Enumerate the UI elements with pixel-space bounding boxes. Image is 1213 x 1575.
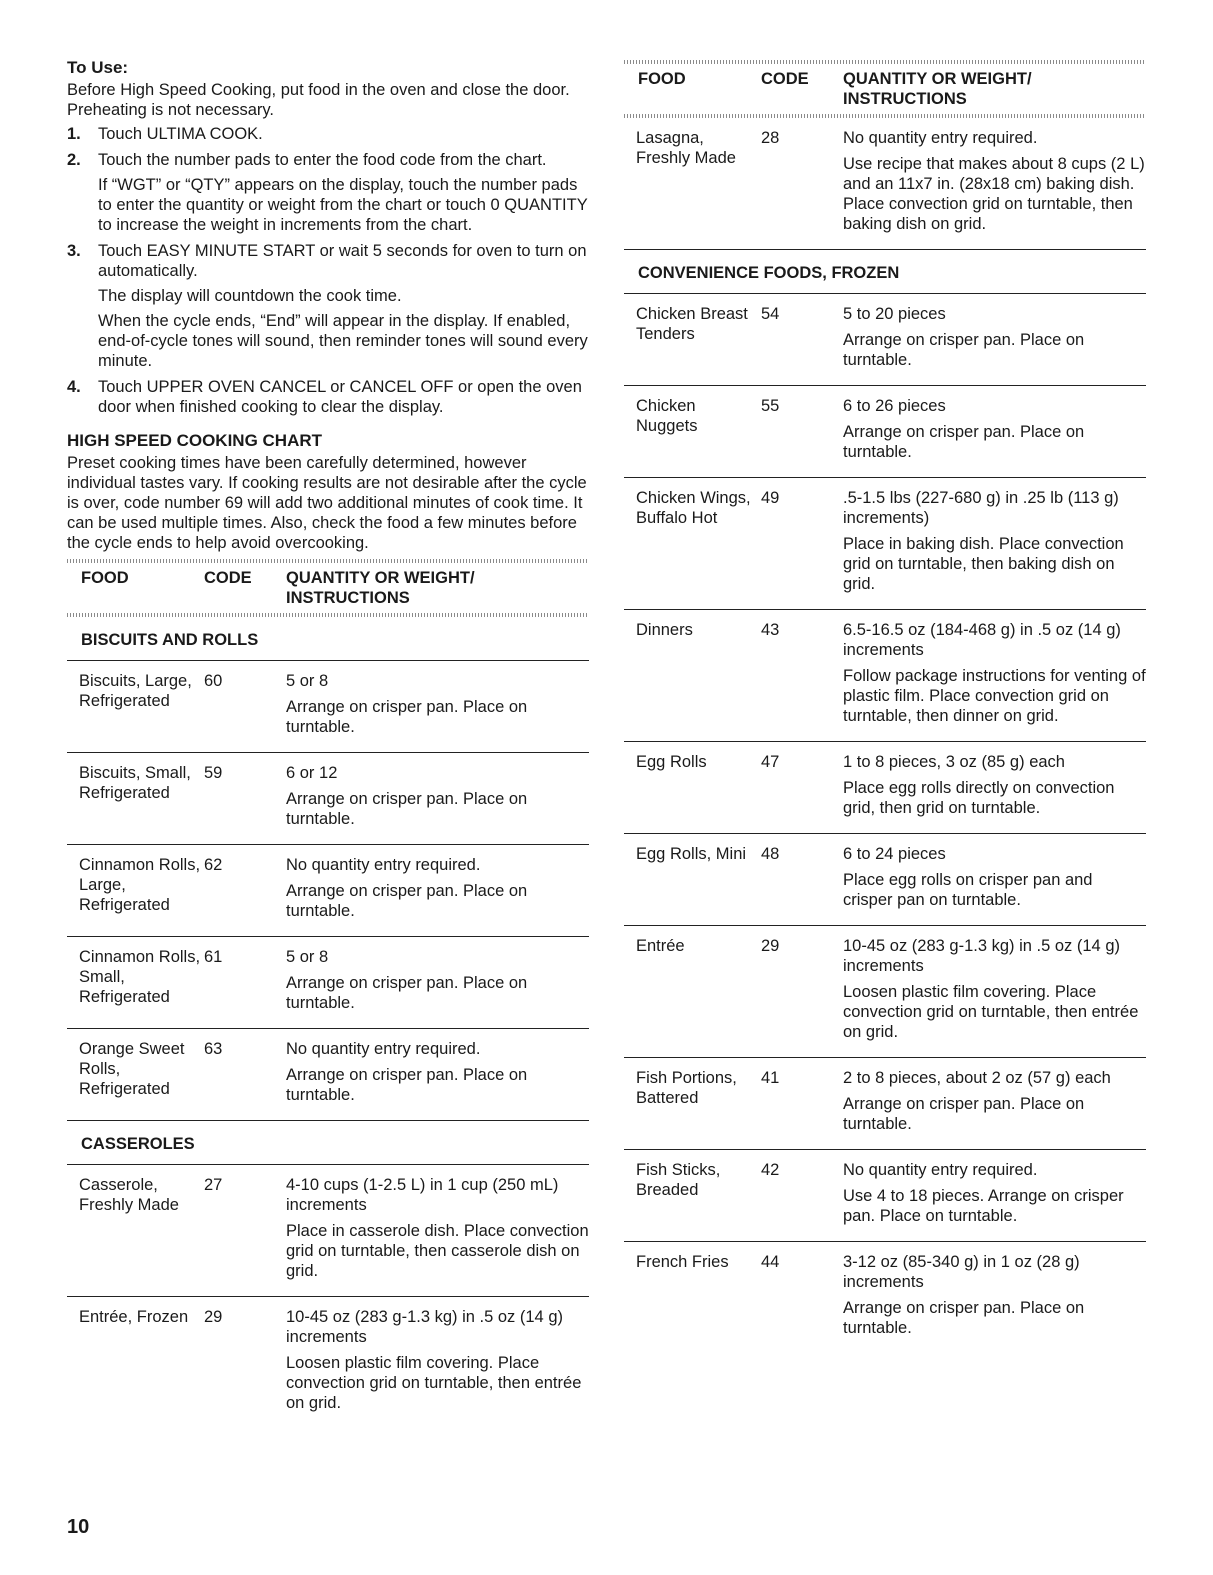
instructions-text: Place in baking dish. Place convection grid on turntable, then baking dish on grid. bbox=[843, 535, 1124, 593]
instructions-text: Follow package instructions for venting of plastic film. Place convection grid on turntable, then dinner on grid. bbox=[843, 667, 1146, 725]
table-row bbox=[67, 937, 589, 1029]
quantity-cell bbox=[843, 488, 1146, 594]
food-cell: Egg Rolls, Mini bbox=[636, 845, 747, 863]
code-cell: 55 bbox=[761, 397, 780, 415]
quantity-cell bbox=[843, 128, 1146, 234]
col-food-header: FOOD bbox=[81, 569, 129, 587]
right-column bbox=[624, 60, 1146, 1353]
table-row bbox=[624, 1150, 1146, 1242]
quantity-cell bbox=[286, 1039, 589, 1105]
col-code-header: CODE bbox=[204, 569, 252, 587]
table-row bbox=[624, 478, 1146, 610]
quantity-text: 6 to 26 pieces bbox=[843, 397, 946, 415]
food-cell: Chicken Nuggets bbox=[636, 397, 698, 435]
quantity-text: 5 to 20 pieces bbox=[843, 305, 946, 323]
step-subtext: When the cycle ends, “End” will appear in the display. If enabled, end-of-cycle tones will sound, then reminder tones will sound every minute. bbox=[98, 312, 588, 370]
right-table-body bbox=[624, 250, 1146, 1353]
chart-heading: HIGH SPEED COOKING CHART bbox=[67, 431, 323, 450]
code-cell: 47 bbox=[761, 753, 780, 771]
instructions-text: Use 4 to 18 pieces. Arrange on crisper pan. Place on turntable. bbox=[843, 1187, 1124, 1225]
quantity-text: 6 to 24 pieces bbox=[843, 845, 946, 863]
code-cell: 29 bbox=[204, 1308, 223, 1326]
quantity-text: 4-10 cups (1-2.5 L) in 1 cup (250 mL) increments bbox=[286, 1176, 559, 1214]
instructions-text: Place in casserole dish. Place convection grid on turntable, then casserole dish on grid. bbox=[286, 1222, 589, 1280]
instructions-text: Arrange on crisper pan. Place on turntable. bbox=[843, 1299, 1085, 1337]
right-top-rows bbox=[624, 118, 1146, 250]
step-text: Touch EASY MINUTE START or wait 5 seconds for oven to turn on automatically. bbox=[98, 242, 587, 280]
quantity-text: .5-1.5 lbs (227-680 g) in .25 lb (113 g) increments) bbox=[843, 489, 1119, 527]
quantity-cell bbox=[843, 304, 1146, 370]
code-cell: 48 bbox=[761, 845, 780, 863]
section-title: CASSEROLES bbox=[67, 1121, 589, 1165]
step-text: Touch the number pads to enter the food code from the chart. bbox=[98, 151, 547, 169]
quantity-text: No quantity entry required. bbox=[286, 1040, 481, 1058]
code-cell: 62 bbox=[204, 856, 223, 874]
quantity-text: 2 to 8 pieces, about 2 oz (57 g) each bbox=[843, 1069, 1111, 1087]
table-row bbox=[67, 753, 589, 845]
food-cell: Biscuits, Small, Refrigerated bbox=[79, 764, 191, 802]
col-qty-header-line2: INSTRUCTIONS bbox=[843, 90, 967, 108]
code-cell: 41 bbox=[761, 1069, 780, 1087]
table-row bbox=[67, 661, 589, 753]
instructions-text: Arrange on crisper pan. Place on turntable. bbox=[843, 331, 1085, 369]
quantity-text: No quantity entry required. bbox=[286, 856, 481, 874]
food-cell: Cinnamon Rolls, Large, Refrigerated bbox=[79, 856, 201, 914]
quantity-text: 3-12 oz (85-340 g) in 1 oz (28 g) increments bbox=[843, 1253, 1080, 1291]
instructions-text: Arrange on crisper pan. Place on turntable. bbox=[286, 698, 528, 736]
section-title: BISCUITS AND ROLLS bbox=[67, 617, 589, 661]
step-item bbox=[67, 241, 589, 371]
instructions-text: Use recipe that makes about 8 cups (2 L) and an 11x7 in. (28x18 cm) baking dish. Place convection grid on turntable, then baking dish on grid. bbox=[843, 155, 1145, 233]
food-cell: French Fries bbox=[636, 1253, 729, 1271]
col-qty-header bbox=[843, 69, 1146, 109]
quantity-cell bbox=[843, 936, 1146, 1042]
code-cell: 28 bbox=[761, 129, 780, 147]
section-title: CONVENIENCE FOODS, FROZEN bbox=[624, 250, 1146, 294]
code-cell: 27 bbox=[204, 1176, 223, 1194]
table-row bbox=[624, 294, 1146, 386]
quantity-cell bbox=[843, 844, 1146, 910]
table-row bbox=[624, 610, 1146, 742]
step-text: Touch UPPER OVEN CANCEL or CANCEL OFF or open the oven door when finished cooking to clear the display. bbox=[98, 378, 582, 416]
table-row bbox=[67, 1297, 589, 1428]
quantity-text: No quantity entry required. bbox=[843, 129, 1038, 147]
step-number: 3. bbox=[67, 242, 81, 260]
food-cell: Fish Portions, Battered bbox=[636, 1069, 737, 1107]
table-row bbox=[624, 742, 1146, 834]
food-cell: Casserole, Freshly Made bbox=[79, 1176, 179, 1214]
table-row bbox=[624, 386, 1146, 478]
instructions-text: Arrange on crisper pan. Place on turntable. bbox=[843, 1095, 1085, 1133]
food-cell: Lasagna, Freshly Made bbox=[636, 129, 736, 167]
col-qty-header bbox=[286, 568, 589, 608]
table-row bbox=[624, 1058, 1146, 1150]
col-qty-header-line2: INSTRUCTIONS bbox=[286, 589, 410, 607]
quantity-text: 6.5-16.5 oz (184-468 g) in .5 oz (14 g) increments bbox=[843, 621, 1121, 659]
food-cell: Fish Sticks, Breaded bbox=[636, 1161, 721, 1199]
step-text: Touch ULTIMA COOK. bbox=[98, 125, 263, 143]
food-cell: Chicken Breast Tenders bbox=[636, 305, 748, 343]
quantity-text: No quantity entry required. bbox=[843, 1161, 1038, 1179]
code-cell: 63 bbox=[204, 1040, 223, 1058]
quantity-text: 10-45 oz (283 g-1.3 kg) in .5 oz (14 g) increments bbox=[286, 1308, 563, 1346]
table-row bbox=[67, 1029, 589, 1121]
table-row bbox=[624, 834, 1146, 926]
quantity-text: 5 or 8 bbox=[286, 672, 329, 690]
food-cell: Dinners bbox=[636, 621, 693, 639]
step-number: 1. bbox=[67, 125, 81, 143]
instructions-text: Arrange on crisper pan. Place on turntable. bbox=[843, 423, 1085, 461]
code-cell: 61 bbox=[204, 948, 223, 966]
step-subtext: If “WGT” or “QTY” appears on the display, touch the number pads to enter the quantity or weight from the chart or touch 0 QUANTITY to increase the weight in increments from the chart. bbox=[98, 176, 588, 234]
quantity-text: 10-45 oz (283 g-1.3 kg) in .5 oz (14 g) increments bbox=[843, 937, 1120, 975]
code-cell: 29 bbox=[761, 937, 780, 955]
food-cell: Orange Sweet Rolls, Refrigerated bbox=[79, 1040, 185, 1098]
code-cell: 60 bbox=[204, 672, 223, 690]
col-qty-header-line1: QUANTITY OR WEIGHT/ bbox=[843, 70, 1032, 88]
quantity-cell bbox=[286, 1175, 589, 1281]
table-row bbox=[624, 118, 1146, 250]
table-header bbox=[624, 64, 1146, 114]
quantity-text: 5 or 8 bbox=[286, 948, 329, 966]
quantity-cell bbox=[286, 855, 589, 921]
instructions-text: Arrange on crisper pan. Place on turntable. bbox=[286, 882, 528, 920]
steps-list bbox=[67, 124, 589, 417]
left-column bbox=[67, 58, 589, 1428]
chart-intro: Preset cooking times have been carefully determined, however individual tastes vary. If cooking results are not desirable after the cycle is over, code number 69 will add two additional minutes of cook time. It can be used multiple times. Also, check the food a few minutes before the cycle ends to help avoid overcooking. bbox=[67, 454, 587, 552]
step-item bbox=[67, 124, 589, 144]
page-number: 10 bbox=[67, 1516, 90, 1538]
quantity-cell bbox=[286, 671, 589, 737]
quantity-cell bbox=[843, 1252, 1146, 1338]
step-subtext: The display will countdown the cook time. bbox=[98, 287, 402, 305]
code-cell: 54 bbox=[761, 305, 780, 323]
instructions-text: Loosen plastic film covering. Place convection grid on turntable, then entrée on grid. bbox=[286, 1354, 582, 1412]
table-header bbox=[67, 563, 589, 613]
to-use-heading: To Use: bbox=[67, 58, 129, 77]
food-cell: Chicken Wings, Buffalo Hot bbox=[636, 489, 751, 527]
to-use-intro: Before High Speed Cooking, put food in the oven and close the door. Preheating is not necessary. bbox=[67, 81, 570, 119]
left-table-body bbox=[67, 617, 589, 1428]
step-number: 4. bbox=[67, 378, 81, 396]
instructions-text: Loosen plastic film covering. Place convection grid on turntable, then entrée on grid. bbox=[843, 983, 1139, 1041]
quantity-cell bbox=[286, 947, 589, 1013]
code-cell: 44 bbox=[761, 1253, 780, 1271]
instructions-text: Arrange on crisper pan. Place on turntable. bbox=[286, 974, 528, 1012]
code-cell: 49 bbox=[761, 489, 780, 507]
quantity-cell bbox=[843, 1068, 1146, 1134]
quantity-cell bbox=[843, 752, 1146, 818]
step-number: 2. bbox=[67, 151, 81, 169]
food-cell: Entrée, Frozen bbox=[79, 1308, 189, 1326]
code-cell: 42 bbox=[761, 1161, 780, 1179]
code-cell: 43 bbox=[761, 621, 780, 639]
quantity-text: 1 to 8 pieces, 3 oz (85 g) each bbox=[843, 753, 1065, 771]
instructions-text: Arrange on crisper pan. Place on turntable. bbox=[286, 1066, 528, 1104]
col-qty-header-line1: QUANTITY OR WEIGHT/ bbox=[286, 569, 475, 587]
step-item bbox=[67, 150, 589, 235]
instructions-text: Place egg rolls directly on convection grid, then grid on turntable. bbox=[843, 779, 1115, 817]
col-food-header: FOOD bbox=[638, 70, 686, 88]
food-cell: Entrée bbox=[636, 937, 685, 955]
food-cell: Cinnamon Rolls, Small, Refrigerated bbox=[79, 948, 201, 1006]
instructions-text: Arrange on crisper pan. Place on turntable. bbox=[286, 790, 528, 828]
quantity-cell bbox=[286, 1307, 589, 1413]
instructions-text: Place egg rolls on crisper pan and crisper pan on turntable. bbox=[843, 871, 1093, 909]
table-row bbox=[624, 926, 1146, 1058]
table-row bbox=[624, 1242, 1146, 1353]
table-row bbox=[67, 1165, 589, 1297]
quantity-cell bbox=[843, 620, 1146, 726]
code-cell: 59 bbox=[204, 764, 223, 782]
quantity-text: 6 or 12 bbox=[286, 764, 338, 782]
quantity-cell bbox=[843, 396, 1146, 462]
food-cell: Egg Rolls bbox=[636, 753, 707, 771]
col-code-header: CODE bbox=[761, 70, 809, 88]
food-cell: Biscuits, Large, Refrigerated bbox=[79, 672, 192, 710]
step-item bbox=[67, 377, 589, 417]
quantity-cell bbox=[286, 763, 589, 829]
quantity-cell bbox=[843, 1160, 1146, 1226]
table-row bbox=[67, 845, 589, 937]
